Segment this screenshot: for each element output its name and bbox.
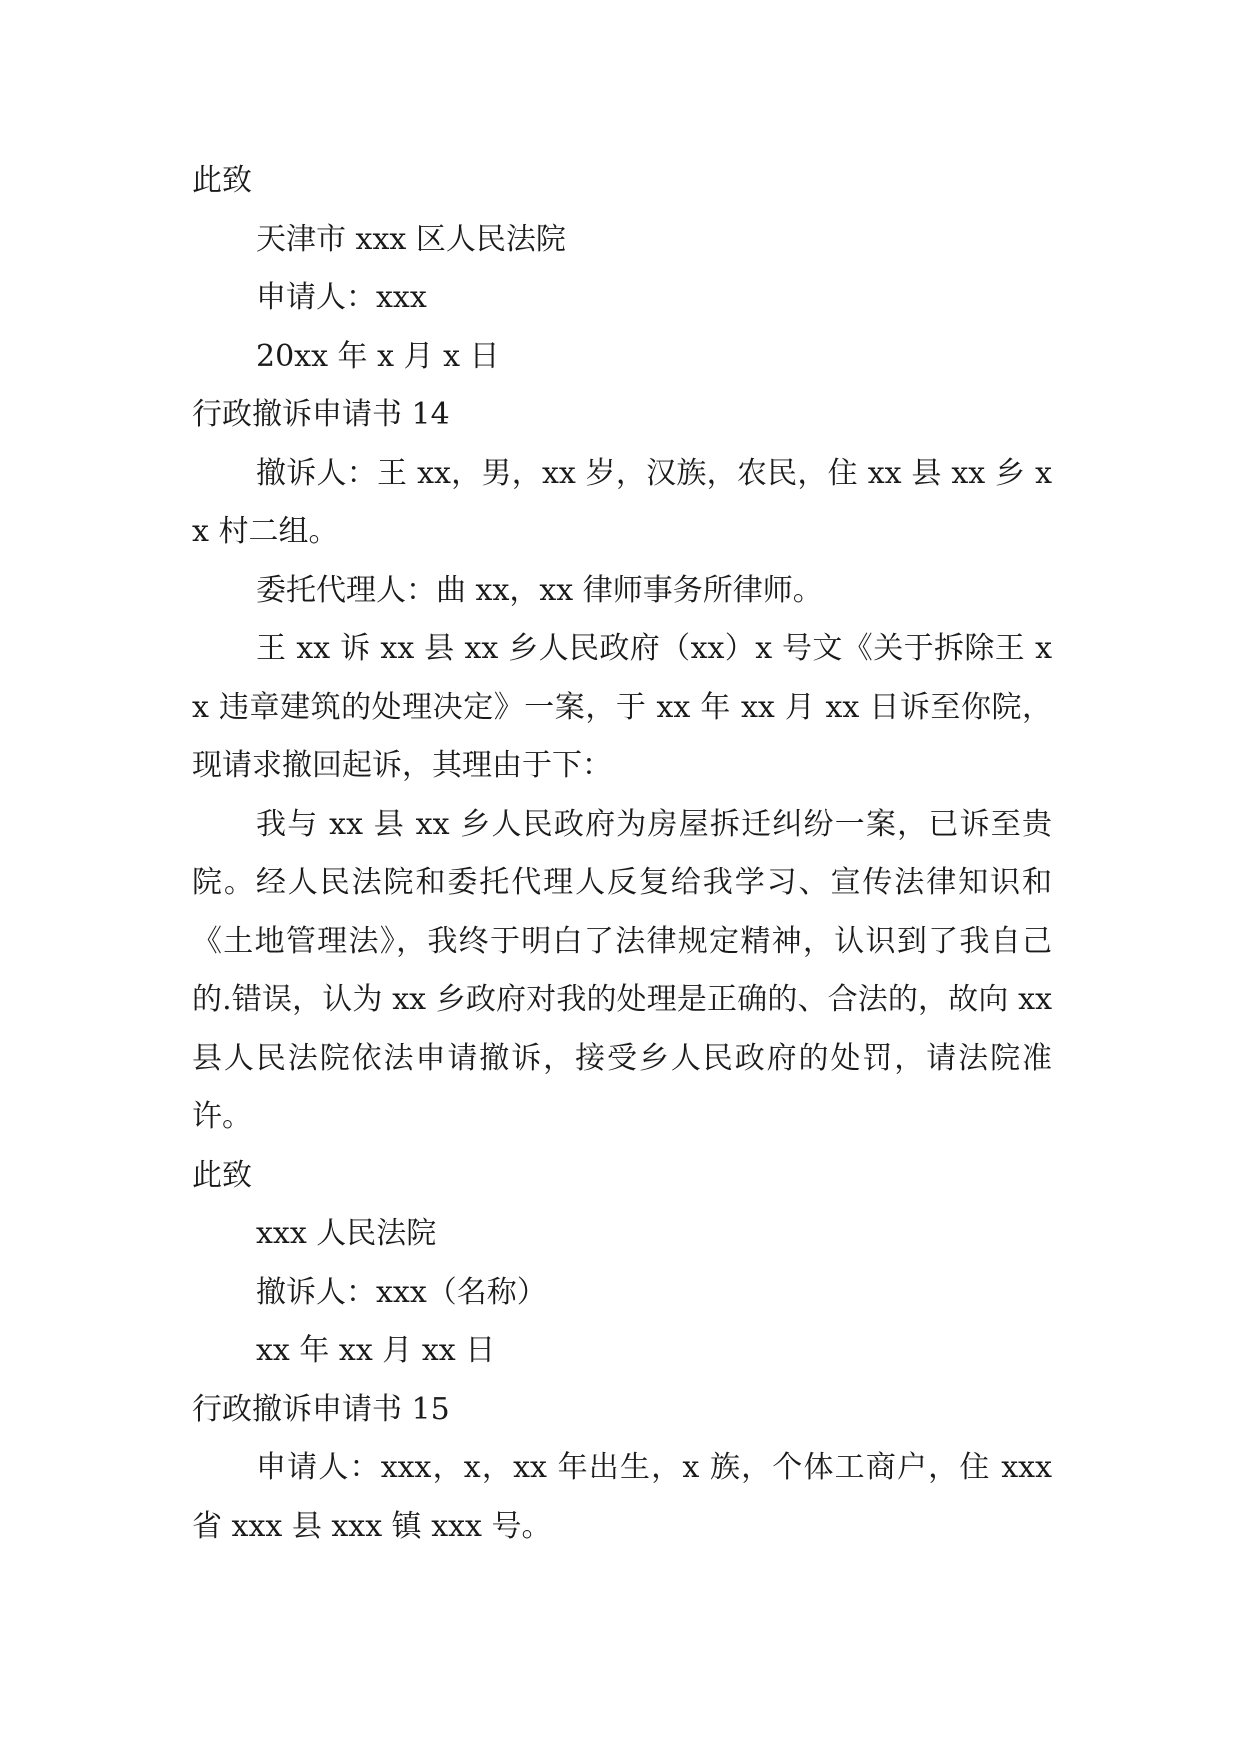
closing-text: 此致 [192, 163, 252, 198]
document-page [192, 152, 1052, 1556]
applicant-signature: 申请人：xxx [256, 280, 427, 315]
closing-text: 此致 [192, 1157, 252, 1193]
recipient-court: 天津市 xxx 区人民法院 [256, 221, 566, 257]
plaintiff-signature: 撤诉人：xxx（名称） [256, 1274, 547, 1310]
section-heading: 行政撤诉申请书 14 [192, 397, 450, 432]
section-heading: 行政撤诉申请书 15 [192, 1391, 450, 1427]
applicant-info: 申请人：xxx，x，xx 年出生，x 族，个体工商户，住 xxx 省 xxx 县 xxx 镇 xxx 号。 [192, 1450, 1052, 1544]
signature-date: 20xx 年 x 月 x 日 [256, 338, 500, 374]
case-statement: 王 xx 诉 xx 县 xx 乡人民政府（xx）x 号文《关于拆除王 xx 违章建筑的处理决定》一案，于 xx 年 xx 月 xx 日诉至你院，现请求撤回起诉，其理由于下： [192, 631, 1052, 783]
recipient-court: xxx 人民法院 [256, 1216, 437, 1251]
signature-date: xx 年 xx 月 xx 日 [256, 1333, 496, 1368]
agent-info: 委托代理人：曲 xx，xx 律师事务所律师。 [256, 572, 823, 608]
reason-paragraph: 我与 xx 县 xx 乡人民政府为房屋拆迁纠纷一案，已诉至贵院。经人民法院和委托代理人反复给我学习、宣传法律知识和《土地管理法》，我终于明白了法律规定精神，认识到了我自己的.错误，认为 xx 乡政府对我的处理是正确的、合法的，故向 xx 县人民法院依法申请撤诉，接受乡人民政府的处罚，请法院准许。 [192, 806, 1052, 1134]
plaintiff-info: 撤诉人：王 xx，男，xx 岁，汉族，农民，住 xx 县 xx 乡 xx 村二组。 [192, 455, 1052, 549]
